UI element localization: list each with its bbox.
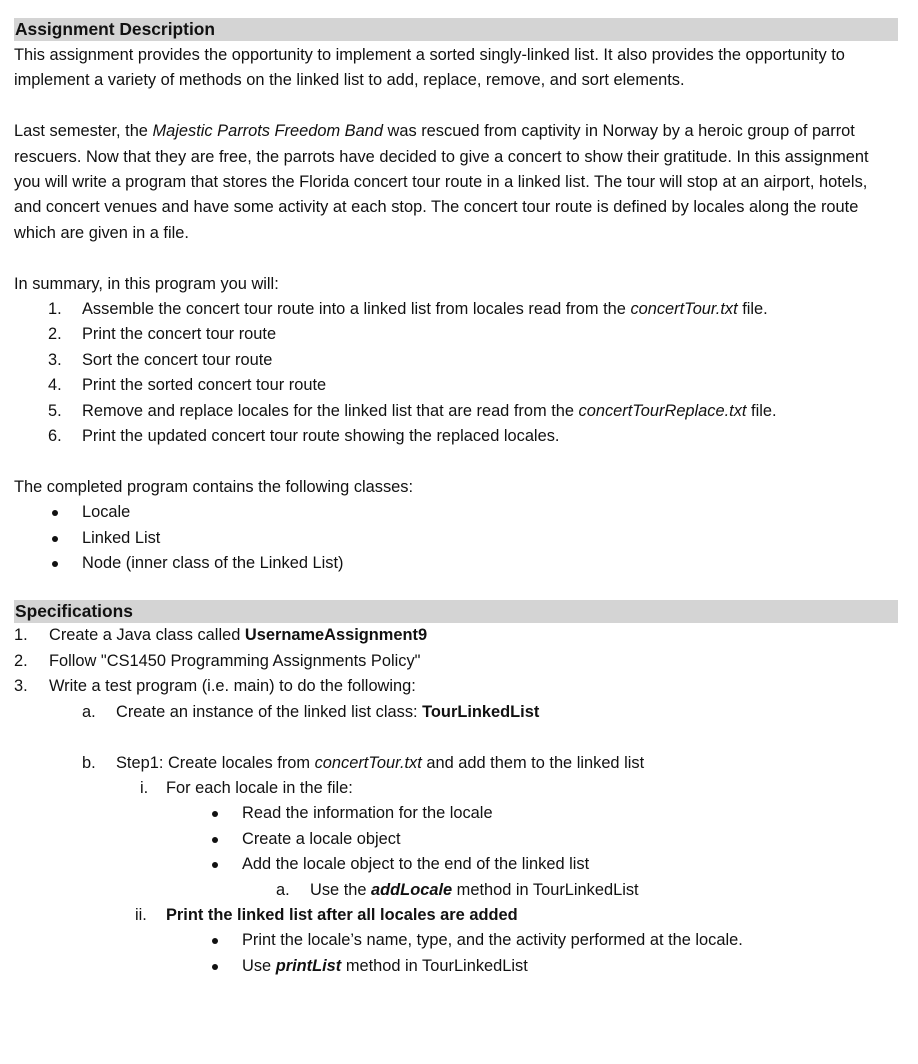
specifications-heading: Specifications [14,600,898,623]
list-number: 3. [48,350,62,369]
list-number: 3. [14,677,28,696]
summary-item-5 [14,399,898,424]
bullet [212,811,218,817]
spec-bullet-add [14,852,898,877]
list-number: 2. [14,651,28,670]
spec-item-2 [14,649,898,674]
spec-item-3b-ii [14,903,898,928]
list-item-text: Sort the concert tour route [82,350,273,369]
list-item-text: Follow "CS1450 Programming Assignments Policy" [49,651,421,670]
bullet-text: Use printList method in TourLinkedList [242,956,528,975]
list-number: 2. [48,325,62,344]
class-name: UsernameAssignment9 [244,626,428,645]
class-item-2 [14,526,898,551]
list-letter: b. [82,753,96,772]
bullet [212,837,218,843]
bullet [212,964,218,970]
class-item-1 [14,500,898,525]
list-item-text: For each locale in the file: [166,778,353,797]
list-number: 6. [48,427,62,446]
bullet-text: Add the locale object to the end of the linked list [242,855,590,874]
spec-bullet-print-info [14,928,898,953]
summary-item-2 [14,322,898,347]
bullet-text: Read the information for the locale [242,804,493,823]
classes-intro: The completed program contains the following classes: [14,477,414,496]
classes-list [14,500,898,576]
list-item-text: Assemble the concert tour route into a linked list from locales read from the concertTour.txt file. [82,300,768,319]
list-item-text: Print the sorted concert tour route [82,376,327,395]
summary-item-3 [14,348,898,373]
bullet-text: Create a locale object [242,829,401,848]
list-number: 1. [14,626,28,645]
list-number: 1. [48,300,62,319]
list-roman: ii. [135,905,147,924]
band-name: Majestic Parrots Freedom Band [152,122,383,141]
file-name: concertTour.txt [314,753,422,772]
file-name: concertTourReplace.txt [578,401,747,420]
story-text-after: was rescued from captivity in Norway by a heroic group of parrot rescuers. Now that they are free, the parrots have decided to give a concert to show their gratitude. In this assignment you will write a program that stores the Florida concert tour route in a linked list. The tour will stop at an airport, hotels, and concert venues and have some activity at each stop. The concert tour route is defined by locales along the route which are given in a file. [14,122,869,242]
list-item-text: Write a test program (i.e. main) to do the following: [49,677,416,696]
spec-item-3 [14,674,898,699]
spec-item-3a [14,700,898,725]
list-roman: i. [140,778,149,797]
list-item-text: Create a Java class called UsernameAssignment9 [49,626,428,645]
method-name: addLocale [371,880,453,899]
bullet [52,536,58,542]
list-letter: a. [276,880,290,899]
list-item-text: Use the addLocale method in TourLinkedList [310,880,639,899]
document-page [14,18,898,979]
summary-list [14,297,898,449]
list-letter: a. [82,702,96,721]
spec-bullet-read [14,801,898,826]
list-item-text: Remove and replace locales for the linked list that are read from the concertTourReplace.txt file. [82,401,777,420]
spec-item-3b [14,751,898,776]
assignment-description-heading: Assignment Description [14,18,898,41]
spec-bullet-create [14,827,898,852]
spec-item-1 [14,623,898,648]
list-number: 4. [48,376,62,395]
bullet [52,561,58,567]
class-name: TourLinkedList [422,702,540,721]
spec-item-3b-i [14,776,898,801]
summary-intro: In summary, in this program you will: [14,274,279,293]
list-item-text: Print the updated concert tour route showing the replaced locales. [82,427,560,446]
bullet [212,862,218,868]
story-paragraph [14,119,898,246]
list-item-text: Create an instance of the linked list class: TourLinkedList [116,702,540,721]
intro-paragraph: This assignment provides the opportunity to implement a sorted singly-linked list. It also provides the opportunity to implement a variety of methods on the linked list to add, replace, remove, and sort elements. [14,46,845,90]
class-name: Locale [82,503,131,522]
list-item-text: Print the linked list after all locales are added [166,905,518,924]
list-item-text: Print the concert tour route [82,325,277,344]
story-text-before: Last semester, the [14,122,153,141]
summary-item-1 [14,297,898,322]
bullet-text: Print the locale’s name, type, and the activity performed at the locale. [242,931,743,950]
method-name: printList [275,956,342,975]
bullet [52,510,58,516]
file-name: concertTour.txt [630,300,738,319]
list-number: 5. [48,401,62,420]
bullet [212,938,218,944]
class-item-3 [14,551,898,576]
summary-item-6 [14,424,898,449]
spec-bullet-printlist [14,954,898,979]
spec-sub-a [14,878,898,903]
class-name: Linked List [82,528,161,547]
summary-item-4 [14,373,898,398]
class-name: Node (inner class of the Linked List) [82,554,344,573]
list-item-text: Step1: Create locales from concertTour.txt and add them to the linked list [116,753,645,772]
